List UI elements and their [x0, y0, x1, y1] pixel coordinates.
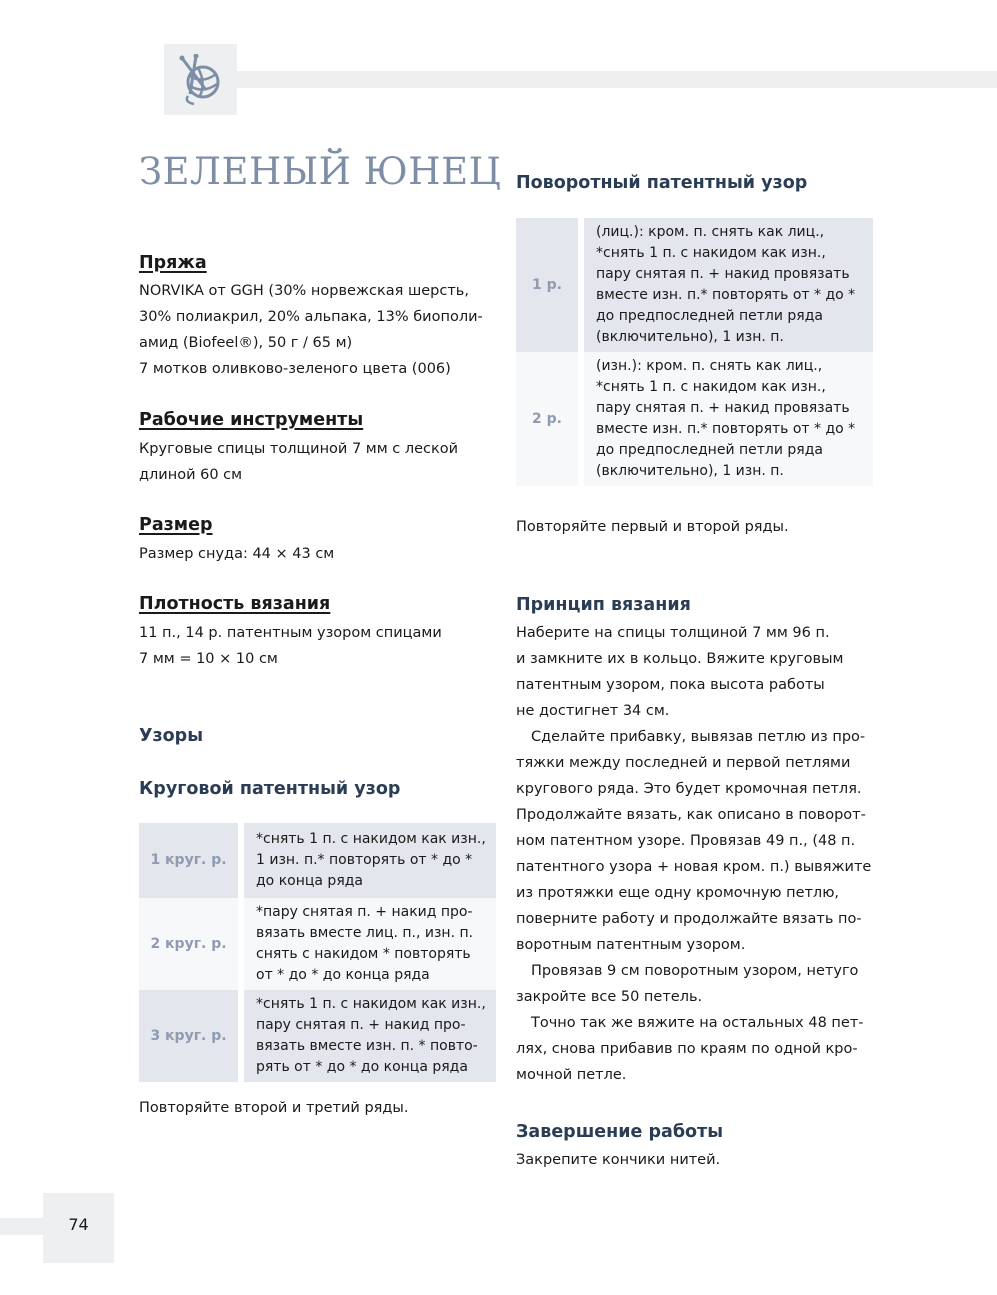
yarn-line: амид (Biofeel®), 50 г / 65 м) [139, 335, 353, 351]
instruction-line: пару снятая п. + накид про- [256, 1017, 466, 1033]
yarn-line: 7 мотков оливково-зеленого цвета (006) [139, 361, 451, 377]
patterns-heading: Узоры [139, 726, 204, 746]
principle-line: мочной петле. [516, 1067, 627, 1083]
principle-line: ном патентном узоре. Провязав 49 п., (48 п. [516, 833, 856, 849]
header-bar [236, 71, 997, 88]
principle-line: закройте все 50 петель. [516, 989, 703, 1005]
instruction-line: вязать вместе изн. п. * повто- [256, 1038, 478, 1054]
yarn-line: 30% полиакрил, 20% альпака, 13% биополи- [139, 309, 483, 325]
row-label: 2 круг. р. [139, 898, 238, 990]
page-title: ЗЕЛЕНЫЙ ЮНЕЦ [139, 150, 502, 193]
instruction-line: вязать вместе лиц. п., изн. п. [256, 925, 474, 941]
turning-pattern-note [516, 514, 789, 540]
instruction-line: (изн.): кром. п. снять как лиц., [596, 358, 823, 374]
round-pattern-heading: Круговой патентный узор [139, 779, 401, 799]
instruction-line: 1 изн. п.* повторять от * до * [256, 852, 473, 868]
size-line: Размер снуда: 44 × 43 см [139, 546, 335, 562]
table-row [516, 218, 873, 352]
turning-pattern-heading: Поворотный патентный узор [516, 173, 808, 193]
principle-line: Сделайте прибавку, вывязав петлю из про- [531, 729, 866, 745]
row-label: 3 круг. р. [139, 990, 238, 1082]
note-text: Повторяйте первый и второй ряды. [516, 519, 789, 535]
finishing-text [516, 1147, 720, 1173]
table-row [139, 898, 496, 990]
gauge-line: 7 мм = 10 × 10 см [139, 651, 278, 667]
yarn-text [139, 278, 483, 382]
instruction-line: (лиц.): кром. п. снять как лиц., [596, 224, 825, 240]
table-row [139, 990, 496, 1082]
turning-pattern-table [516, 218, 873, 486]
instruction-line: пару снятая п. + накид провязать [596, 266, 850, 282]
tools-line: длиной 60 см [139, 467, 243, 483]
round-pattern-table [139, 823, 496, 1082]
finishing-heading: Завершение работы [516, 1122, 724, 1142]
principle-line: Наберите на спицы толщиной 7 мм 96 п. [516, 625, 830, 641]
instruction-line: вместе изн. п.* повторять от * до * [596, 287, 856, 303]
principle-line: и замкните их в кольцо. Вяжите круговым [516, 651, 844, 667]
table-row [516, 352, 873, 486]
row-instructions [584, 352, 873, 486]
principle-line: поверните работу и продолжайте вязать по- [516, 911, 862, 927]
footer-bar [0, 1218, 43, 1235]
note-text: Повторяйте второй и третий ряды. [139, 1100, 409, 1116]
yarn-heading: Пряжа [139, 253, 207, 273]
tools-text [139, 436, 458, 488]
principle-line: не достигнет 34 см. [516, 703, 670, 719]
principle-line: из протяжки еще одну кромочную петлю, [516, 885, 840, 901]
page-number: 74 [68, 1215, 89, 1234]
size-text [139, 541, 334, 567]
principle-line: Провязав 9 см поворотным узором, нетуго [531, 963, 859, 979]
gauge-text [139, 620, 442, 672]
gauge-line: 11 п., 14 р. патентным узором спицами [139, 625, 442, 641]
principle-line: Точно так же вяжите на остальных 48 пет- [531, 1015, 864, 1031]
row-instructions [244, 990, 496, 1082]
instruction-line: до конца ряда [256, 873, 363, 889]
row-instructions [244, 898, 496, 990]
instruction-line: *снять 1 п. с накидом как изн., [256, 831, 486, 847]
instruction-line: вместе изн. п.* повторять от * до * [596, 421, 856, 437]
instruction-line: от * до * до конца ряда [256, 967, 430, 983]
principle-line: Продолжайте вязать, как описано в поворот- [516, 807, 866, 823]
round-pattern-note [139, 1095, 408, 1121]
instruction-line: (включительно), 1 изн. п. [596, 329, 784, 345]
tools-line: Круговые спицы толщиной 7 мм с леской [139, 441, 459, 457]
table-row [139, 823, 496, 898]
principle-line: патентного узора + новая кром. п.) вывяжите [516, 859, 872, 875]
principle-line: кругового ряда. Это будет кромочная петля. [516, 781, 862, 797]
logo-box [164, 44, 237, 115]
row-label: 1 р. [516, 218, 578, 352]
instruction-line: *снять 1 п. с накидом как изн., [596, 379, 826, 395]
instruction-line: *снять 1 п. с накидом как изн., [256, 996, 486, 1012]
size-heading: Размер [139, 515, 213, 535]
principle-line: тяжки между последней и первой петлями [516, 755, 851, 771]
instruction-line: до предпоследней петли ряда [596, 442, 823, 458]
yarn-line: NORVIKA от GGH (30% норвежская шерсть, [139, 283, 469, 299]
instruction-line: *снять 1 п. с накидом как изн., [596, 245, 826, 261]
instruction-line: пару снятая п. + накид провязать [596, 400, 850, 416]
gauge-heading: Плотность вязания [139, 594, 331, 614]
instruction-line: (включительно), 1 изн. п. [596, 463, 784, 479]
principle-text [516, 620, 876, 1088]
instruction-line: *пару снятая п. + накид про- [256, 904, 473, 920]
instruction-line: снять с накидом * повторять [256, 946, 471, 962]
row-label: 1 круг. р. [139, 823, 238, 898]
finishing-line: Закрепите кончики нитей. [516, 1152, 721, 1168]
instruction-line: рять от * до * до конца ряда [256, 1059, 468, 1075]
principle-heading: Принцип вязания [516, 595, 691, 615]
instruction-line: до предпоследней петли ряда [596, 308, 823, 324]
row-instructions [244, 823, 496, 898]
row-instructions [584, 218, 873, 352]
tools-heading: Рабочие инструменты [139, 410, 364, 430]
row-label: 2 р. [516, 352, 578, 486]
principle-line: лях, снова прибавив по краям по одной кро- [516, 1041, 858, 1057]
yarn-ball-icon [176, 54, 226, 106]
principle-line: патентным узором, пока высота работы [516, 677, 825, 693]
principle-line: воротным патентным узором. [516, 937, 746, 953]
